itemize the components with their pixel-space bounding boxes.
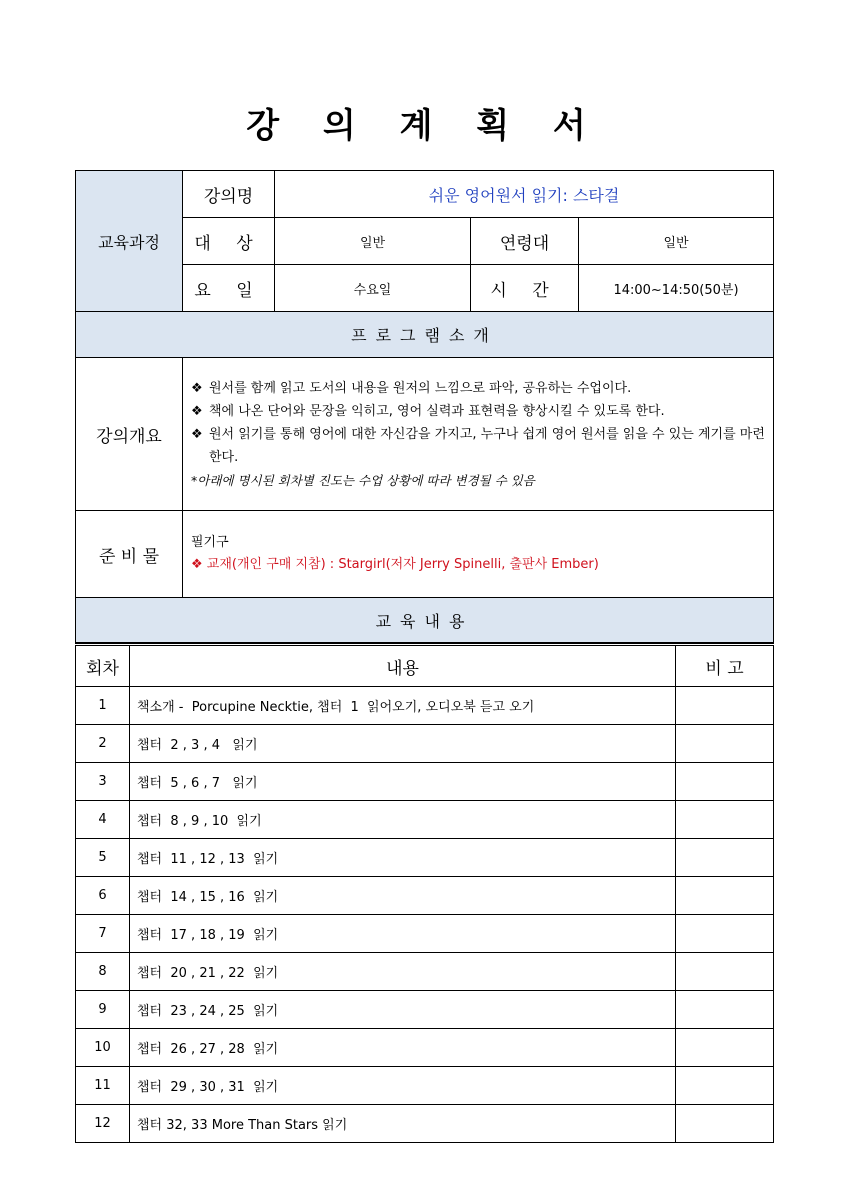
table-row [76,915,774,953]
session-note [676,1067,774,1105]
table-row [76,991,774,1029]
session-content: 챕터 11 , 12 , 13 읽기 [130,839,676,877]
diamond-bullet-icon: ❖ [191,380,203,396]
session-note [676,991,774,1029]
course-plan-sheet [75,170,773,1143]
session-content: 챕터 14 , 15 , 16 읽기 [130,877,676,915]
session-content: 챕터 26 , 27 , 28 읽기 [130,1029,676,1067]
session-no: 7 [76,915,130,953]
session-note [676,801,774,839]
session-note [676,1105,774,1143]
overview-content [183,358,774,511]
session-no: 10 [76,1029,130,1067]
overview-bullet-text: 원서 읽기를 통해 영어에 대한 자신감을 가지고, 누구나 쉽게 영어 원서를 읽을 수 있는 계기를 마련한다. [209,426,765,465]
session-no: 8 [76,953,130,991]
age-label: 연령대 [471,218,579,265]
table-row [76,687,774,725]
session-content: 챕터 5 , 6 , 7 읽기 [130,763,676,801]
overview-bullet-text: 원서를 함께 읽고 도서의 내용을 원저의 느낌으로 파악, 공유하는 수업이다. [209,380,632,396]
session-note [676,915,774,953]
course-info-table [75,170,774,643]
table-row [76,801,774,839]
session-content: 책소개 - Porcupine Necktie, 챕터 1 읽어오기, 오디오북 듣고 오기 [130,687,676,725]
session-content: 챕터 23 , 24 , 25 읽기 [130,991,676,1029]
target-value: 일반 [275,218,471,265]
day-label: 요 일 [183,265,275,312]
table-row [76,1105,774,1143]
session-no: 3 [76,763,130,801]
table-row [76,763,774,801]
session-content: 챕터 8 , 9 , 10 읽기 [130,801,676,839]
age-value: 일반 [579,218,774,265]
overview-bullet-text: 책에 나온 단어와 문장을 익히고, 영어 실력과 표현력을 향상시킬 수 있도록 한다. [209,403,665,419]
session-note [676,877,774,915]
session-no: 5 [76,839,130,877]
course-name-label: 강의명 [183,171,275,218]
table-row [76,953,774,991]
diamond-bullet-icon: ❖ [191,557,203,572]
overview-bullet [191,423,765,469]
schedule-col-note: 비 고 [676,645,774,687]
session-note [676,687,774,725]
target-label: 대 상 [183,218,275,265]
page-title: 강 의 계 획 서 [246,106,602,146]
session-note [676,839,774,877]
overview-bullet [191,377,765,400]
preparation-line: 필기구 [191,535,229,550]
session-note [676,1029,774,1067]
course-name-value: 쉬운 영어원서 읽기: 스타걸 [275,171,774,218]
session-content: 챕터 32, 33 More Than Stars 읽기 [130,1105,676,1143]
schedule-col-content: 내용 [130,645,676,687]
table-row [76,877,774,915]
preparation-textbook [191,554,765,576]
table-row [76,1029,774,1067]
course-section-label: 교육과정 [76,171,183,312]
session-no: 6 [76,877,130,915]
overview-bullet [191,400,765,423]
session-no: 4 [76,801,130,839]
session-note [676,763,774,801]
preparation-content [183,511,774,598]
schedule-col-no: 회차 [76,645,130,687]
overview-label: 강의개요 [76,358,183,511]
education-content-header: 교육내용 [76,598,774,643]
session-content: 챕터 2 , 3 , 4 읽기 [130,725,676,763]
schedule-table [75,643,774,1143]
table-row [76,839,774,877]
session-content: 챕터 29 , 30 , 31 읽기 [130,1067,676,1105]
program-intro-header: 프로그램소개 [76,312,774,358]
session-no: 9 [76,991,130,1029]
day-value: 수요일 [275,265,471,312]
table-row [76,725,774,763]
preparation-label: 준 비 물 [76,511,183,598]
table-row [76,1067,774,1105]
session-no: 2 [76,725,130,763]
session-content: 챕터 20 , 21 , 22 읽기 [130,953,676,991]
session-no: 1 [76,687,130,725]
session-note [676,953,774,991]
overview-note: *아래에 명시된 회차별 진도는 수업 상황에 따라 변경될 수 있음 [191,472,535,488]
preparation-textbook-text: 교재(개인 구매 지참) : Stargirl(저자 Jerry Spinelli, 출판사 Ember) [206,557,599,572]
diamond-bullet-icon: ❖ [191,403,203,419]
session-note [676,725,774,763]
session-no: 12 [76,1105,130,1143]
session-no: 11 [76,1067,130,1105]
session-content: 챕터 17 , 18 , 19 읽기 [130,915,676,953]
diamond-bullet-icon: ❖ [191,426,203,442]
time-label: 시 간 [471,265,579,312]
time-value: 14:00~14:50(50분) [579,265,774,312]
